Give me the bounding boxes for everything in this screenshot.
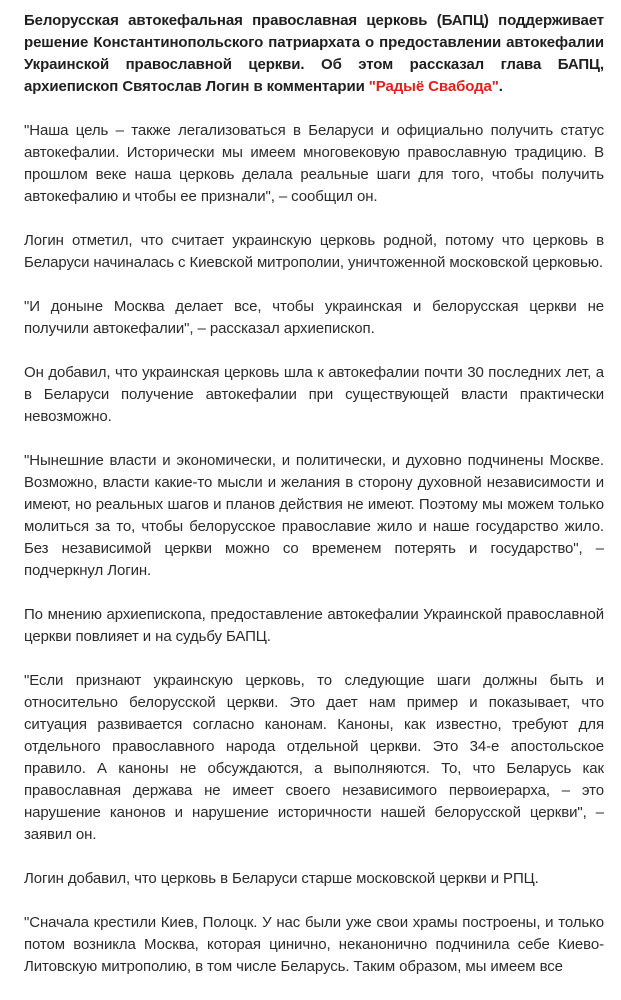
lead-end: . xyxy=(498,78,503,95)
paragraph: Он добавил, что украинская церковь шла к автокефалии почти 30 последних лет, а в Беларуси получение автокефалии при существующей власти практически невозможно. xyxy=(24,364,604,425)
article-lead xyxy=(24,10,604,98)
paragraph: "Если признают украинскую церковь, то следующие шаги должны быть и относительно белорусской церкви. Это дает нам пример и показывает, что ситуация развивается согласно канонам. Каноны, как известно, требуют для отдельного православного народа отдельной церкви. Это 34-е апостольское правило. А каноны не обсуждаются, а выполняются. То, что Беларусь как православная держава не имеет своего независимого первоиерарха, – это нарушение канонов и нарушение историчности нашей белорусской церкви", – заявил он. xyxy=(24,672,604,843)
paragraph: Логин добавил, что церковь в Беларуси старше московской церкви и РПЦ. xyxy=(24,870,539,887)
paragraph: "Наша цель – также легализоваться в Беларуси и официально получить статус автокефалии. Исторически мы имеем многовековую православную традицию. В прошлом веке наша церковь делала реальные шаги для того, чтобы получить автокефалию и чтобы ее признали", – сообщил он. xyxy=(24,122,604,205)
paragraph: "И доныне Москва делает все, чтобы украинская и белорусская церкви не получили автокефалии", – рассказал архиепископ. xyxy=(24,298,604,337)
article-body xyxy=(24,10,604,1000)
paragraph: "Сначала крестили Киев, Полоцк. У нас были уже свои храмы построены, и только потом возникла Москва, которая цинично, неканонично подчинила себе Киево-Литовскую митрополию, в том числе Беларусь. Таким образом, мы имеем все xyxy=(24,914,604,975)
paragraph: Логин отметил, что считает украинскую церковь родной, потому что церковь в Беларуси начиналась с Киевской митрополии, уничтоженной московской церковью. xyxy=(24,232,604,271)
bottom-edge xyxy=(0,864,621,870)
lead-text: Белорусская автокефальная православная церковь (БАПЦ) поддерживает решение Константинопольского патриархата о предоставлении автокефалии Украинской православной церкви. Об этом рассказал глава БАПЦ, архиепископ Святослав Логин в комментарии xyxy=(24,12,604,95)
paragraph: "Нынешние власти и экономически, и политически, и духовно подчинены Москве. Возможно, власти какие-то мысли и желания в сторону духовной независимости и имеют, но реальных шагов и планов действия не имеют. Поэтому мы можем только молиться за то, чтобы белорусское православие жило и наше государство жило. Без независимой церкви можно со временем потерять и государство", – подчеркнул Логин. xyxy=(24,452,604,579)
source-link[interactable]: "Радыё Свабода" xyxy=(368,78,499,95)
paragraph: По мнению архиепископа, предоставление автокефалии Украинской православной церкви повлияет и на судьбу БАПЦ. xyxy=(24,606,604,645)
